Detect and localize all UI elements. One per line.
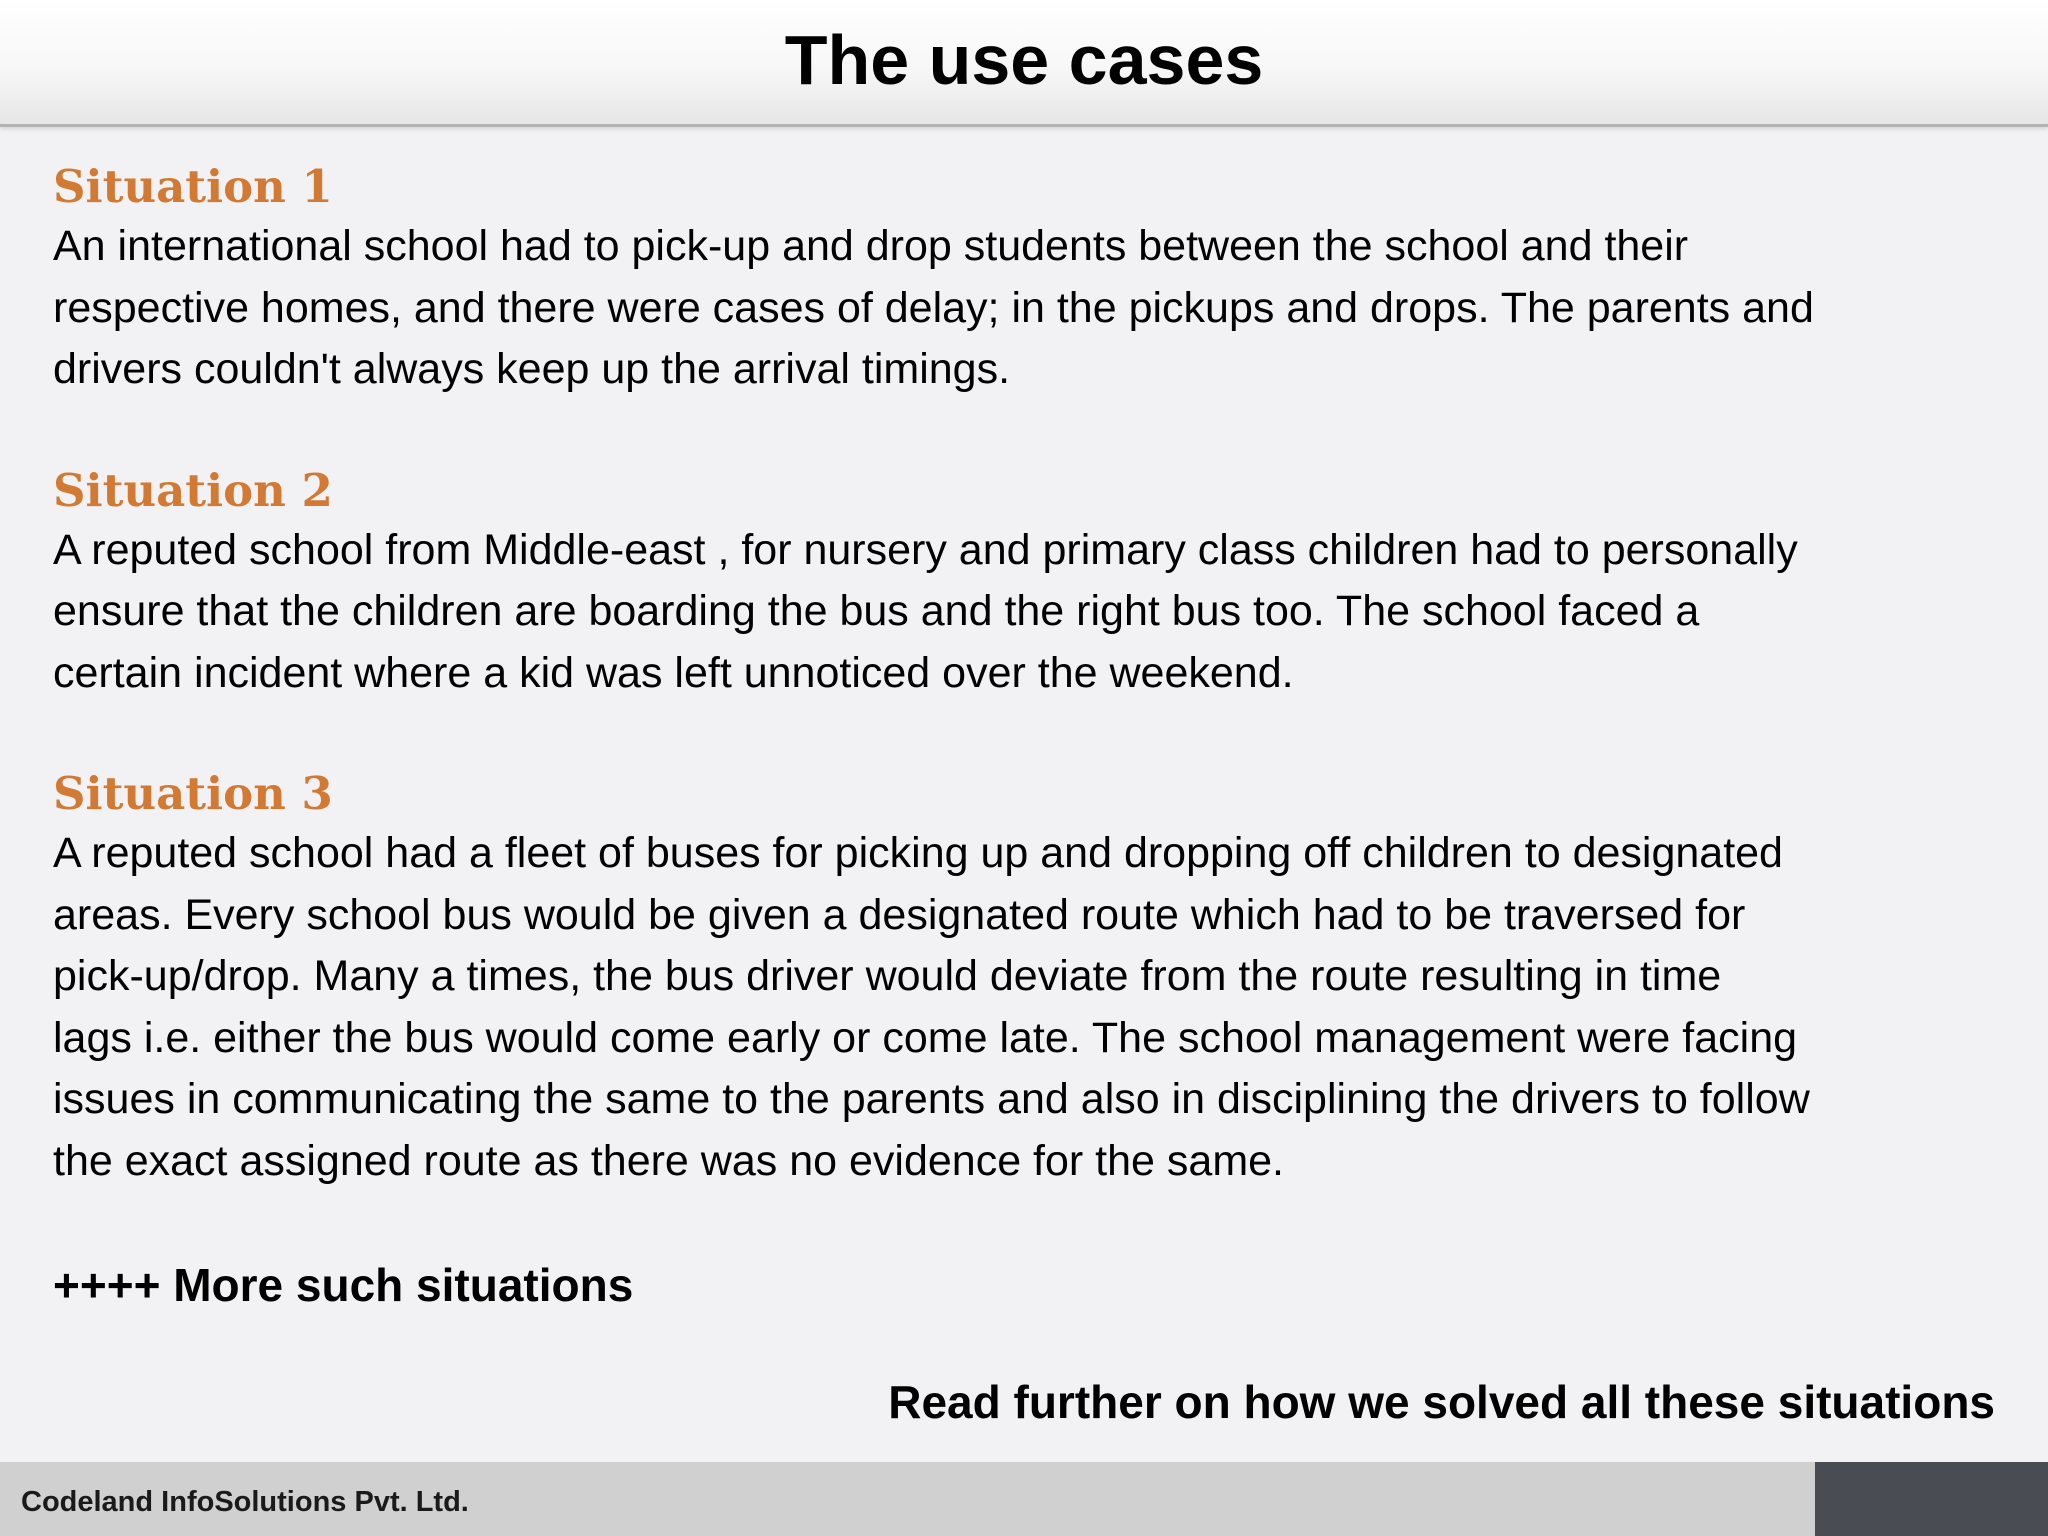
content-area [53,158,2013,1192]
read-further-text: Read further on how we solved all these situations [888,1376,1995,1428]
situation-1 [53,158,2013,401]
more-situations-text: ++++ More such situations [53,1259,634,1311]
situation-body: An international school had to pick-up and drop students between the school and their respective homes, and there were cases of delay; in the pickups and drops. The parents and drivers couldn't always keep up the arrival timings. [53,222,1814,393]
situation-body: A reputed school had a fleet of buses for picking up and dropping off children to designated areas. Every school bus would be given a designated route which had to be traversed for pick-up/drop. Many a times, the bus driver would deviate from the route resulting in time lags i.e. either the bus would come early or come late. The school management were facing issues in communicating the same to the parents and also in disciplining the drivers to follow the exact assigned route as there was no evidence for the same. [53,829,1810,1185]
situation-heading: Situation 2 [53,463,333,517]
situation-3 [53,765,2013,1192]
title-bar [0,0,2048,127]
situation-2 [53,462,2013,705]
situation-heading: Situation 1 [53,160,333,213]
footer-dark-block [1815,1462,2048,1536]
situation-body: A reputed school from Middle-east , for nursery and primary class children had to personally ensure that the children are boarding the bus and the right bus too. The school faced a certain incident where a kid was left unnoticed over the weekend. [53,525,1798,697]
company-name: Codeland InfoSolutions Pvt. Ltd. [21,1486,469,1518]
situation-heading: Situation 3 [53,767,333,820]
page-title: The use cases [784,21,1264,99]
